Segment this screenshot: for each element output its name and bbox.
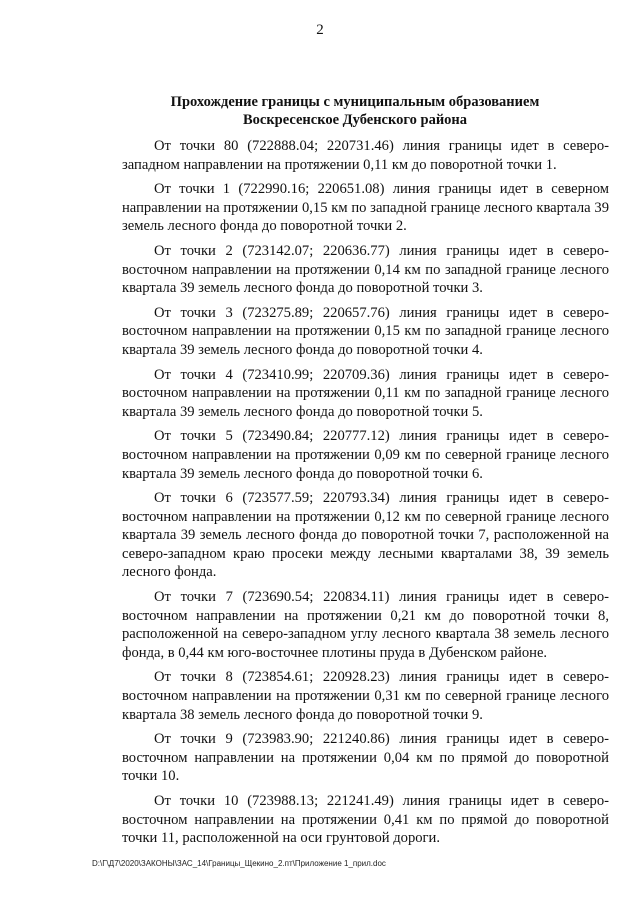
paragraph-point-80: От точки 80 (722888.04; 220731.46) линия границы идет в северо-западном направлении на протяжении 0,11 км до поворотной точки 1. <box>122 138 609 173</box>
paragraph-point-2: От точки 2 (723142.07; 220636.77) линия границы идет в северо-восточном направлении на протяжении 0,14 км по западной границе лесного квартала 39 земель лесного фонда до поворотной точки 3. <box>122 242 609 297</box>
paragraph-point-7: От точки 7 (723690.54; 220834.11) линия границы идет в северо-восточном направлении на протяжении 0,21 км до поворотной точки 8, расположенной на северо-западном углу лесного квартала 38 земель лесного фонда, в 0,44 км юго-восточнее плотины пруда в Дубенском районе. <box>122 589 609 661</box>
heading-line-2: Воскресенское Дубенского района <box>242 112 468 128</box>
footer-file-path: D:\Г\Д7\2020\ЗАКОНЫ\ЗАС_14\Границы_Щекино_2.пт\Приложение 1_прил.doc <box>92 859 386 868</box>
paragraph-point-8: От точки 8 (723854.61; 220928.23) линия границы идет в северо-восточном направлении на протяжении 0,31 км по северной границе лесного квартала 38 земель лесного фонда до поворотной точки 9. <box>122 669 609 723</box>
paragraph-point-1: От точки 1 (722990.16; 220651.08) линия границы идет в северном направлении на протяжении 0,15 км по западной границе лесного квартала 39 земель лесного фонда до поворотной точки 2. <box>122 181 609 235</box>
paragraph-point-4: От точки 4 (723410.99; 220709.36) линия границы идет в северо-восточном направлении на протяжении 0,11 км по западной границе лесного квартала 39 земель лесного фонда до поворотной точки 5. <box>122 366 609 420</box>
paragraph-point-9: От точки 9 (723983.90; 221240.86) линия границы идет в северо-восточном направлении на протяжении 0,04 км по прямой до поворотной точки 10. <box>122 731 609 785</box>
paragraph-point-3: От точки 3 (723275.89; 220657.76) линия границы идет в северо-восточном направлении на протяжении 0,15 км по западной границе лесного квартала 39 земель лесного фонда до поворотной точки 4. <box>122 304 609 358</box>
document-heading <box>120 93 590 129</box>
heading-line-1: Прохождение границы с муниципальным образованием <box>170 94 540 110</box>
document-body <box>122 137 609 854</box>
page-number: 2 <box>316 22 324 38</box>
paragraph-point-5: От точки 5 (723490.84; 220777.12) линия границы идет в северо-восточном направлении на протяжении 0,09 км по северной границе лесного квартала 39 земель лесного фонда до поворотной точки 6. <box>122 428 609 482</box>
paragraph-point-10: От точки 10 (723988.13; 221241.49) линия границы идет в северо-восточном направлении на протяжении 0,41 км по прямой до поворотной точки 11, расположенной на оси грунтовой дороги. <box>122 793 609 847</box>
paragraph-point-6: От точки 6 (723577.59; 220793.34) линия границы идет в северо-восточном направлении на протяжении 0,12 км по северной границе лесного квартала 39 земель лесного фонда до поворотной точки 7, расположенной на северо-западном краю просеки между лесными кварталами 38, 39 земель лесного фонда. <box>122 490 609 581</box>
